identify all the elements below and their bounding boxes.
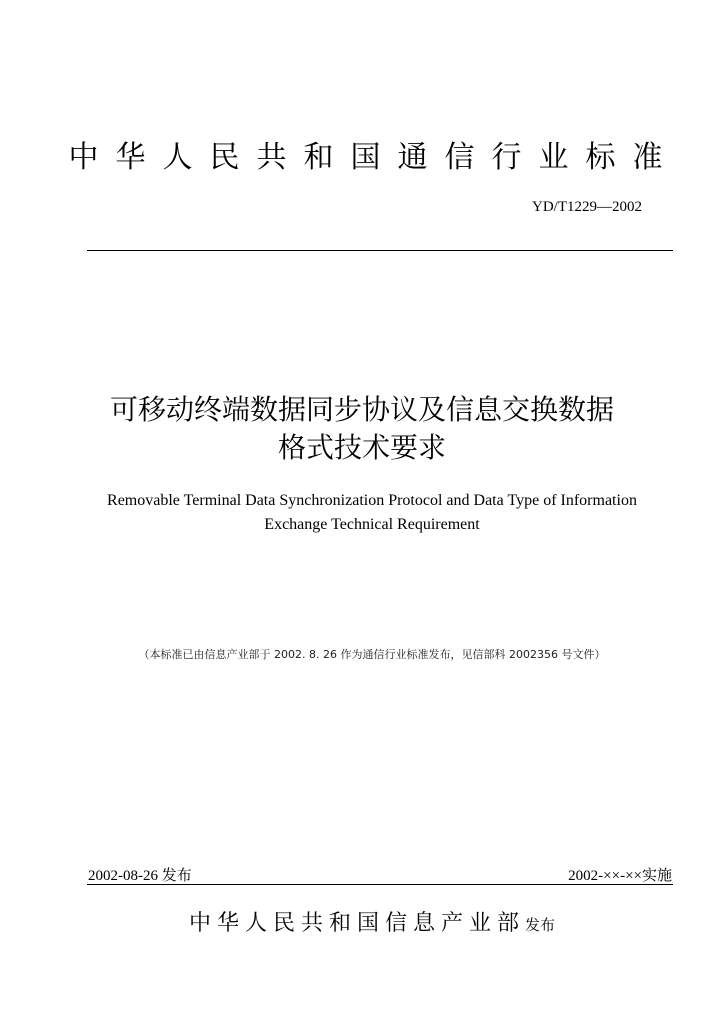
title-english-line-1: Removable Terminal Data Synchronization Protocol and Data Type of Information: [107, 492, 637, 509]
title-english-line-2: Exchange Technical Requirement: [264, 516, 480, 533]
publication-note: （本标准已由信息产业部于 2002. 8. 26 作为通信行业标准发布，见信部科 2002356 号文件）: [138, 648, 606, 661]
standard-code: YD/T1229—2002: [532, 199, 642, 215]
top-divider: [87, 250, 673, 251]
issuer-line: [0, 906, 724, 937]
bottom-divider: [87, 884, 673, 885]
effective-date: 2002-××-××实施: [568, 868, 672, 884]
title-chinese-line-2: 格式技术要求: [277, 431, 446, 464]
title-chinese-line-1: 可移动终端数据同步协议及信息交换数据: [109, 393, 614, 426]
issue-date: 2002-08-26 发布: [88, 868, 192, 884]
issuer-name: 中华人民共和国信息产业部: [188, 911, 525, 936]
issuer-suffix: 发布: [525, 916, 556, 934]
standard-heading: 中华人民共和国通信行业标准: [68, 140, 680, 175]
